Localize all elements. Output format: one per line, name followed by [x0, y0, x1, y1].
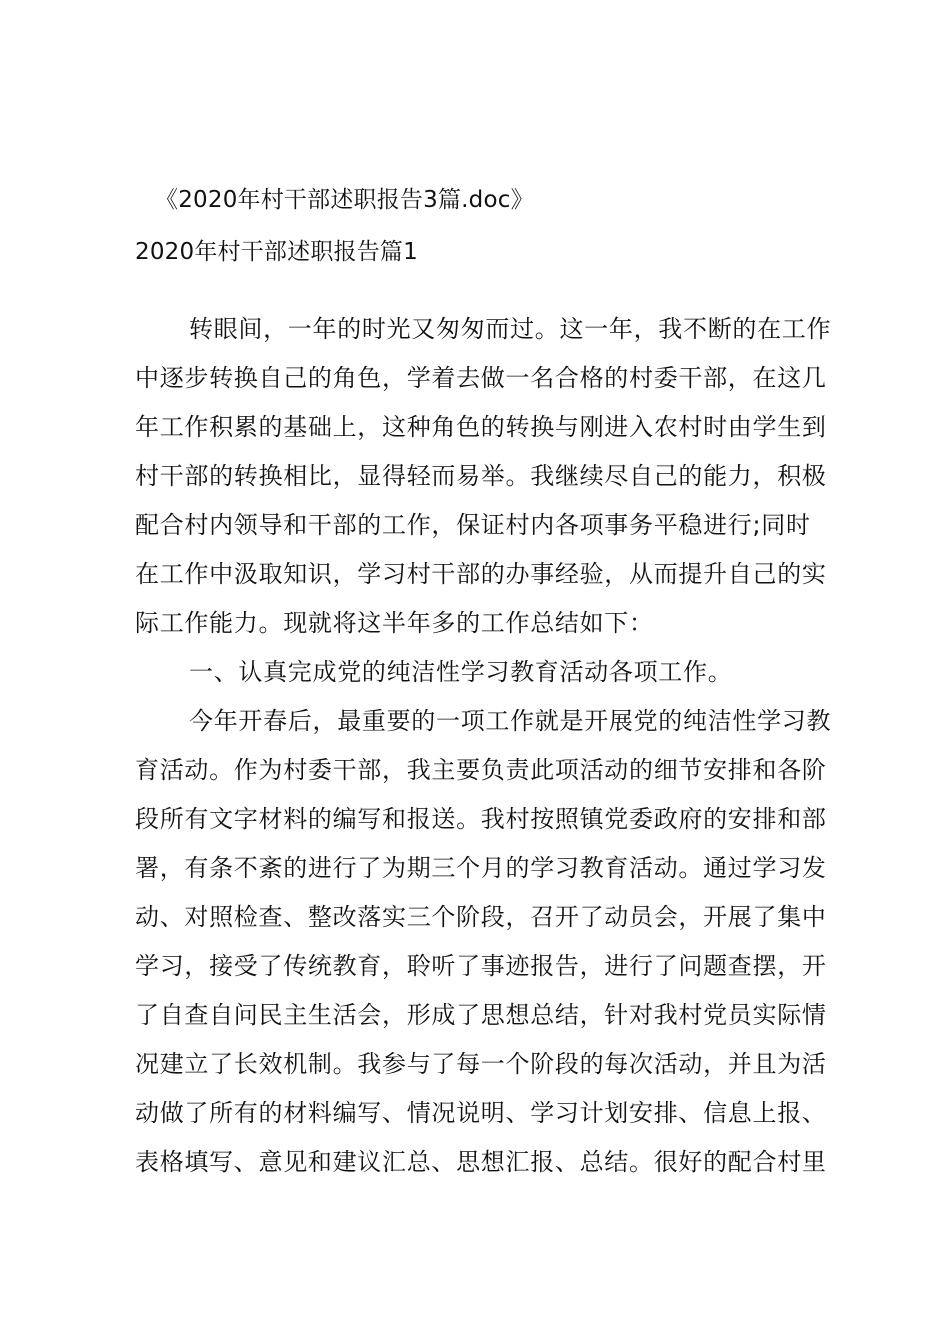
paragraph-line: 育活动。作为村委干部，我主要负责此项活动的细节安排和各阶 — [135, 756, 827, 784]
paragraph-line: 动做了所有的材料编写、情况说明、学习计划安排、信息上报、 — [135, 1099, 827, 1127]
paragraph-line: 年工作积累的基础上，这种角色的转换与刚进入农村时由学生到 — [135, 413, 827, 441]
paragraph-line: 在工作中汲取知识，学习村干部的办事经验，从而提升自己的实 — [135, 560, 827, 588]
section-title: 2020年村干部述职报告篇1 — [135, 239, 418, 265]
paragraph-line: 况建立了长效机制。我参与了每一个阶段的每次活动，并且为活 — [135, 1050, 827, 1078]
paragraph-line: 配合村内领导和干部的工作，保证村内各项事务平稳进行;同时 — [135, 511, 811, 539]
paragraph-line: 今年开春后，最重要的一项工作就是开展党的纯洁性学习教 — [189, 707, 832, 735]
paragraph-line: 署，有条不紊的进行了为期三个月的学习教育活动。通过学习发 — [135, 854, 827, 882]
paragraph-line: 际工作能力。现就将这半年多的工作总结如下： — [135, 609, 654, 637]
paragraph-line: 了自查自问民主生活会，形成了思想总结，针对我村党员实际情 — [135, 1001, 827, 1029]
paragraph-line: 村干部的转换相比，显得轻而易举。我继续尽自己的能力，积极 — [135, 462, 827, 490]
document-file-title: 《2020年村干部述职报告3篇.doc》 — [155, 187, 534, 213]
paragraph-heading-one — [135, 648, 835, 697]
paragraph-intro — [135, 305, 835, 648]
paragraph-line: 学习，接受了传统教育，聆听了事迹报告，进行了问题查摆，开 — [135, 952, 827, 980]
subheading-line: 一、认真完成党的纯洁性学习教育活动各项工作。 — [189, 658, 733, 686]
paragraph-line: 表格填写、意见和建议汇总、思想汇报、总结。很好的配合村里 — [135, 1148, 827, 1176]
paragraph-activity — [135, 697, 835, 1187]
paragraph-line: 段所有文字材料的编写和报送。我村按照镇党委政府的安排和部 — [135, 805, 827, 833]
paragraph-line: 转眼间，一年的时光又匆匆而过。这一年，我不断的在工作 — [189, 315, 832, 343]
paragraph-line: 动、对照检查、整改落实三个阶段，召开了动员会，开展了集中 — [135, 903, 827, 931]
paragraph-line: 中逐步转换自己的角色，学着去做一名合格的村委干部，在这几 — [135, 364, 827, 392]
